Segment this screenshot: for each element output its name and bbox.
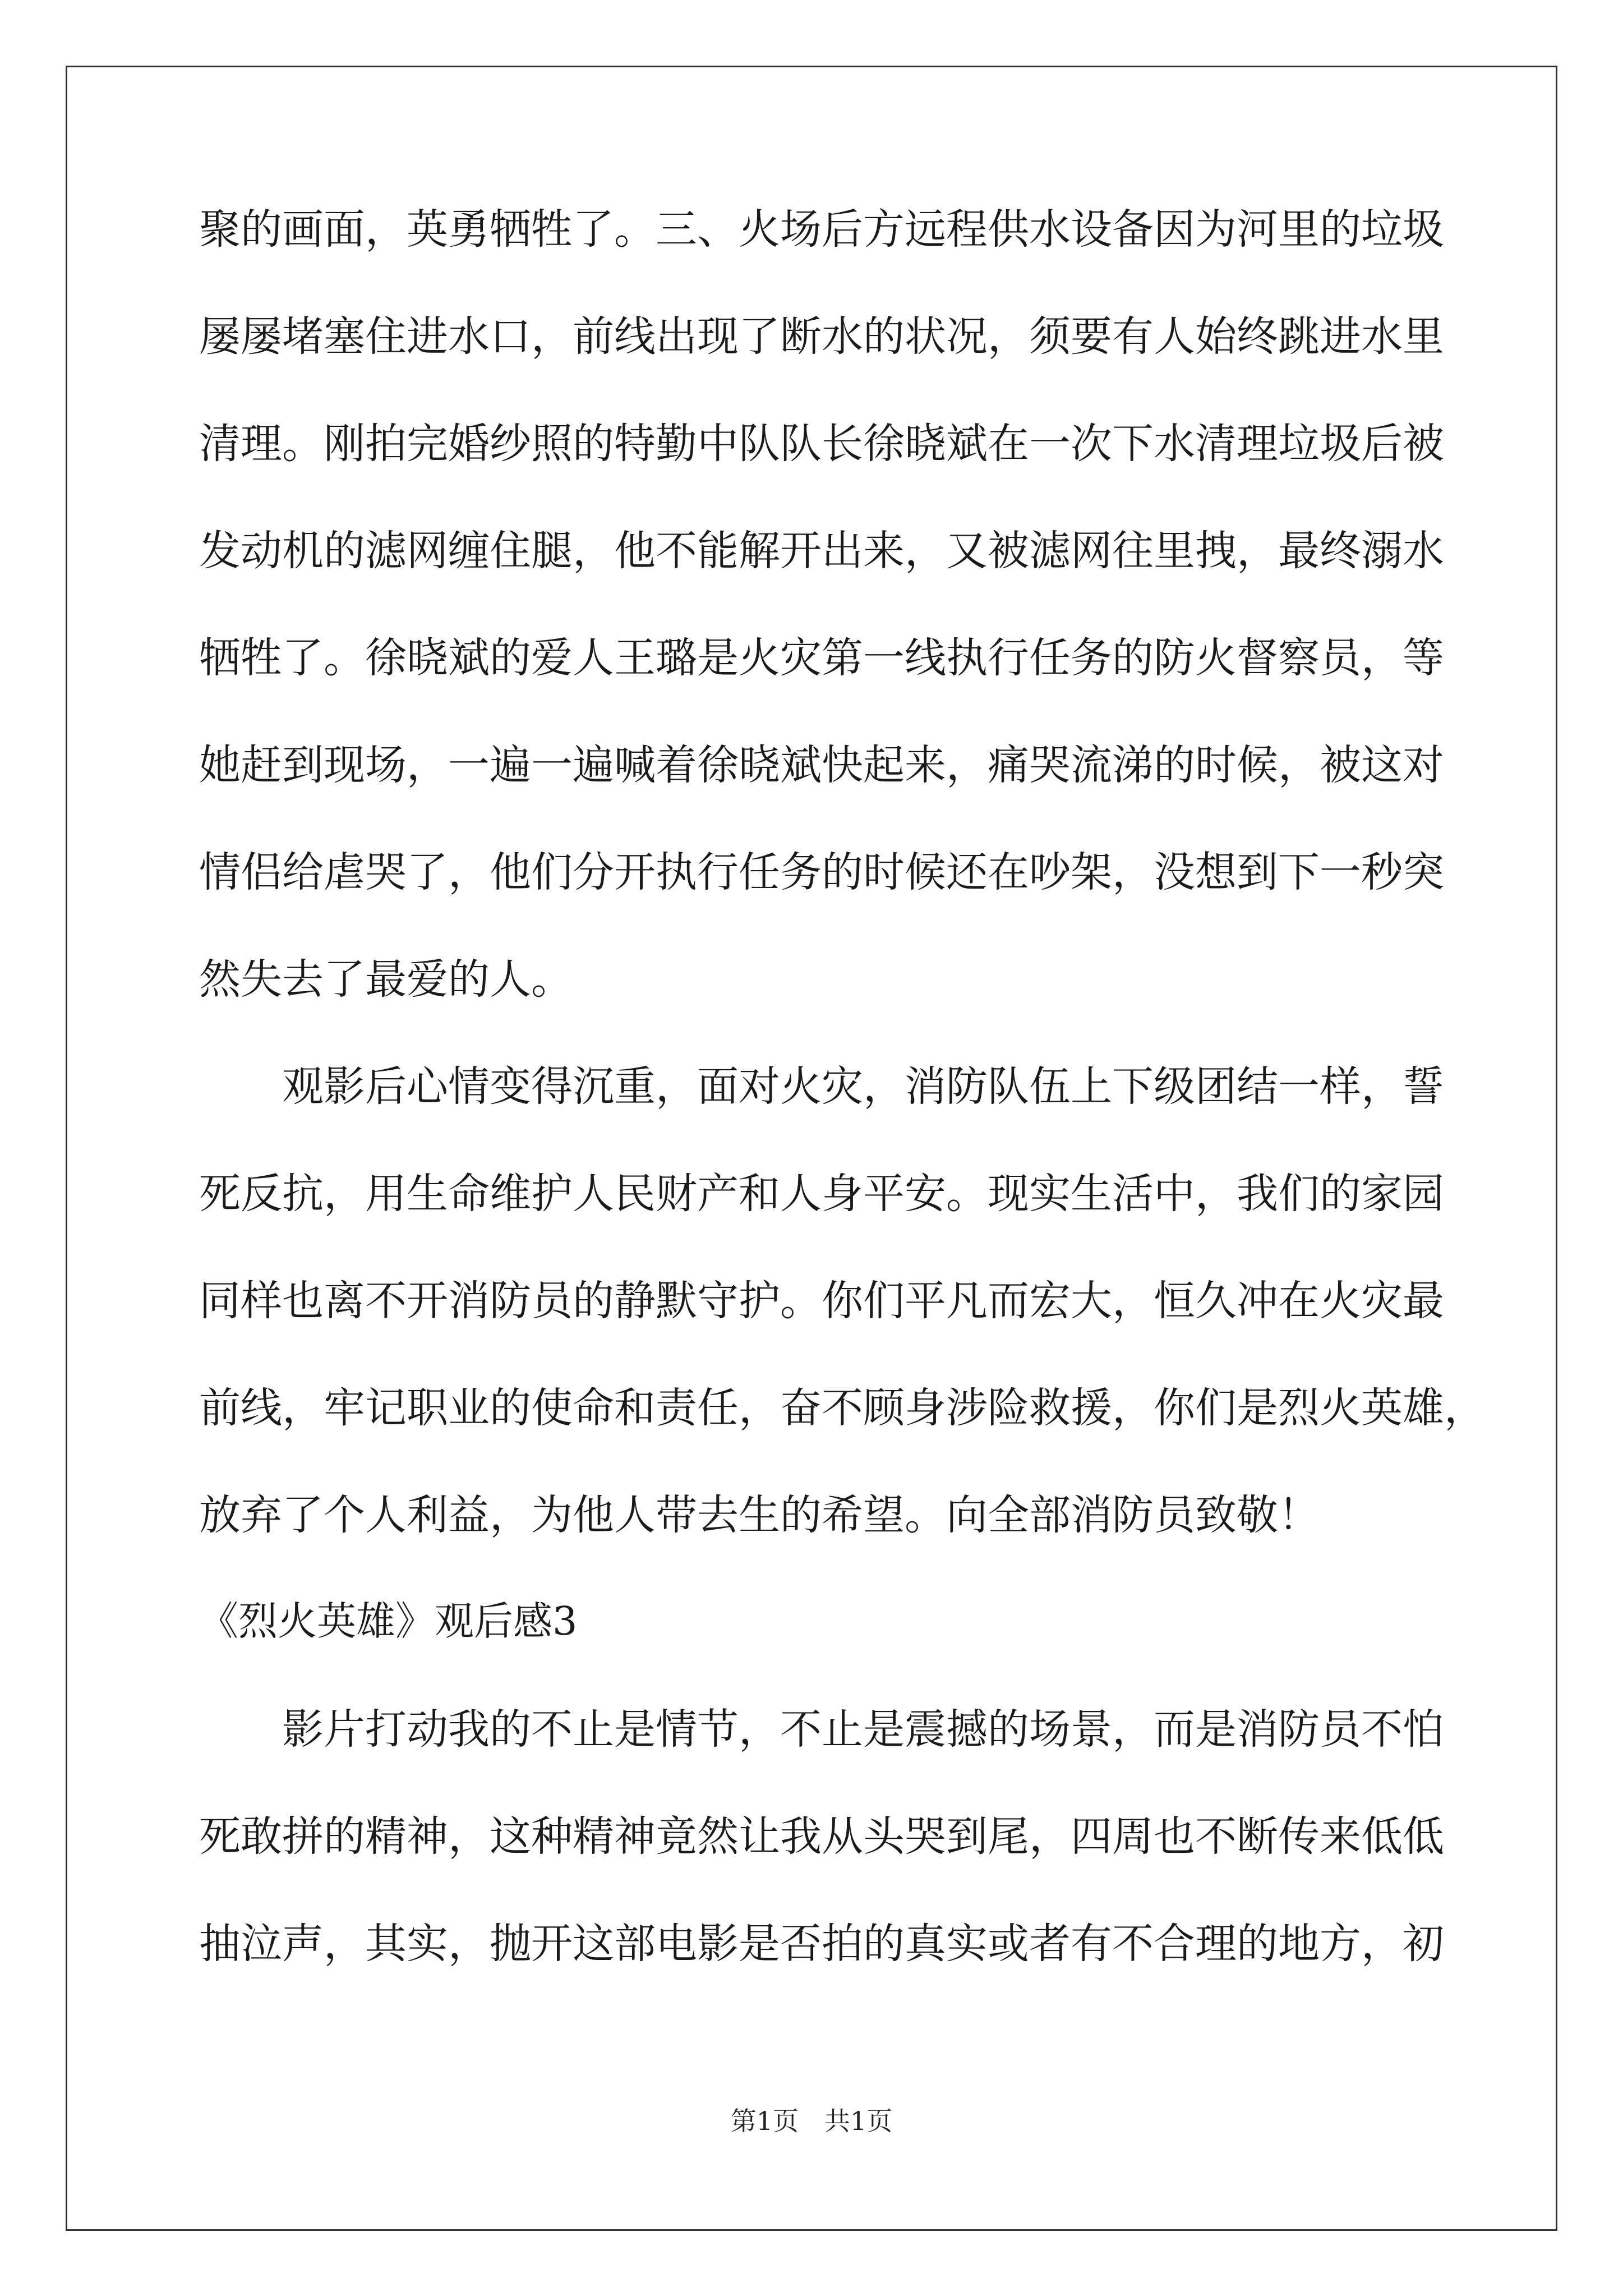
text-line: 同样也离不开消防员的静默守护。你们平凡而宏大，恒久冲在火灾最 (199, 1277, 1444, 1325)
text-line: 死反抗，用生命维护人民财产和人身平安。现实生活中，我们的家园 (199, 1170, 1444, 1218)
text-line: 屡屡堵塞住进水口，前线出现了断水的状况，须要有人始终跳进水里 (199, 312, 1444, 361)
page-border (66, 66, 1557, 2231)
text-line: 前线，牢记职业的使命和责任，奋不顾身涉险救援，你们是烈火英雄， (199, 1384, 1486, 1432)
section-heading: 《烈火英雄》观后感3 (199, 1598, 578, 1644)
text-line: 情侣给虐哭了，他们分开执行任务的时候还在吵架，没想到下一秒突 (199, 848, 1444, 896)
text-line: 影片打动我的不止是情节，不止是震撼的场景，而是消防员不怕 (282, 1705, 1444, 1754)
text-line: 牺牲了。徐晓斌的爱人王璐是火灾第一线执行任务的防火督察员，等 (199, 634, 1444, 682)
text-line: 然失去了最爱的人。 (199, 955, 573, 1004)
text-line: 聚的画面，英勇牺牲了。三、火场后方远程供水设备因为河里的垃圾 (199, 205, 1444, 254)
text-line: 发动机的滤网缠住腿，他不能解开出来，又被滤网往里拽，最终溺水 (199, 527, 1444, 575)
text-line: 观影后心情变得沉重，面对火灾，消防队伍上下级团结一样，誓 (282, 1062, 1444, 1111)
text-line: 放弃了个人利益，为他人带去生的希望。向全部消防员致敬！ (199, 1491, 1320, 1539)
text-line: 她赶到现场，一遍一遍喊着徐晓斌快起来，痛哭流涕的时候，被这对 (199, 741, 1444, 789)
text-line: 死敢拼的精神，这种精神竟然让我从头哭到尾，四周也不断传来低低 (199, 1812, 1444, 1861)
text-line: 抽泣声，其实，抛开这部电影是否拍的真实或者有不合理的地方，初 (199, 1920, 1444, 1968)
text-line: 清理。刚拍完婚纱照的特勤中队队长徐晓斌在一次下水清理垃圾后被 (199, 420, 1444, 468)
page-footer: 第1页 共1页 (730, 2106, 893, 2136)
